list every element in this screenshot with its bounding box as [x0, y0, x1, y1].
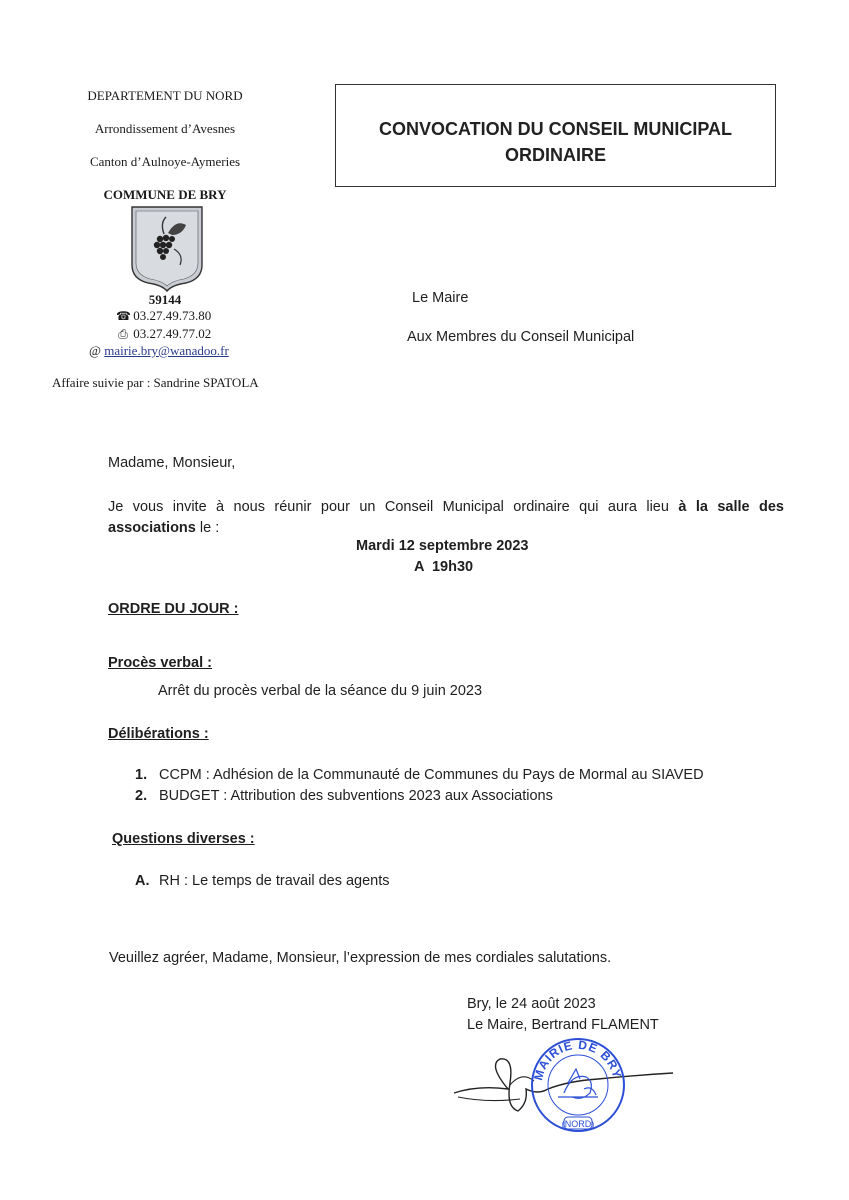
meeting-date: Mardi 12 septembre 2023	[356, 538, 529, 554]
intro-paragraph	[108, 497, 784, 539]
phone-line	[116, 308, 286, 324]
deliberation-item-text: CCPM : Adhésion de la Communauté de Communes du Pays de Mormal au SIAVED	[159, 767, 704, 783]
canton-label: Canton d’Aulnoye-Aymeries	[89, 154, 241, 169]
mairie-stamp	[528, 1033, 628, 1137]
question-item-text: RH : Le temps de travail des agents	[159, 873, 390, 889]
commune-crest-logo	[130, 205, 204, 293]
document-title-line2: ORDINAIRE	[504, 145, 606, 165]
intro-location: à la salle des associations	[108, 499, 784, 536]
email-at-label: @	[89, 343, 101, 358]
sender-label: Le Maire	[412, 290, 469, 306]
document-title-line1: CONVOCATION DU CONSEIL MUNICIPAL	[378, 119, 732, 139]
phone-icon: ☎	[116, 309, 131, 323]
pv-item: Arrêt du procès verbal de la séance du 9 juin 2023	[158, 683, 483, 699]
salutation: Madame, Monsieur,	[108, 455, 236, 471]
place-date: Bry, le 24 août 2023	[467, 996, 596, 1012]
stamp-top-text: MAIRIE DE BRY	[531, 1037, 625, 1082]
meeting-time: A 19h30	[414, 559, 474, 575]
intro-text-2: le :	[199, 520, 220, 536]
affaire-suivie-label: Affaire suivie par : Sandrine SPATOLA	[52, 375, 259, 390]
deliberation-item-number: 2.	[135, 788, 148, 804]
closing-formula: Veuillez agréer, Madame, Monsieur, l’expression de mes cordiales salutations.	[109, 950, 612, 966]
deliberation-item-number: 1.	[135, 767, 148, 783]
document-title-box	[335, 84, 776, 187]
email-link[interactable]: mairie.bry@wanadoo.fr	[104, 343, 229, 358]
agenda-heading: ORDRE DU JOUR :	[108, 601, 239, 617]
signer-name: Le Maire, Bertrand FLAMENT	[467, 1017, 659, 1033]
intro-text-1: Je vous invite à nous réunir pour un Conseil Municipal ordinaire qui aura lieu	[108, 499, 669, 515]
deliberation-item	[135, 767, 704, 783]
question-item-letter: A.	[135, 873, 150, 889]
stamp-bottom-text: (NORD)	[561, 1119, 595, 1129]
deliberation-item-text: BUDGET : Attribution des subventions 2023 aux Associations	[159, 788, 553, 804]
commune-label: COMMUNE DE BRY	[103, 187, 227, 202]
deliberation-item	[135, 788, 553, 804]
email-line	[89, 343, 289, 359]
deliberations-heading: Délibérations :	[108, 726, 209, 742]
questions-heading: Questions diverses :	[112, 831, 255, 847]
postcode-label: 59144	[148, 292, 182, 307]
fax-line	[116, 326, 286, 342]
question-item	[135, 873, 390, 889]
phone-number: 03.27.49.73.80	[133, 308, 212, 323]
fax-icon: ⎙	[118, 327, 128, 341]
fax-number: 03.27.49.77.02	[133, 326, 212, 341]
arrondissement-label: Arrondissement d’Avesnes	[94, 121, 236, 136]
department-label: DEPARTEMENT DU NORD	[87, 88, 243, 103]
pv-heading: Procès verbal :	[108, 655, 212, 671]
recipient-label: Aux Membres du Conseil Municipal	[407, 329, 635, 345]
